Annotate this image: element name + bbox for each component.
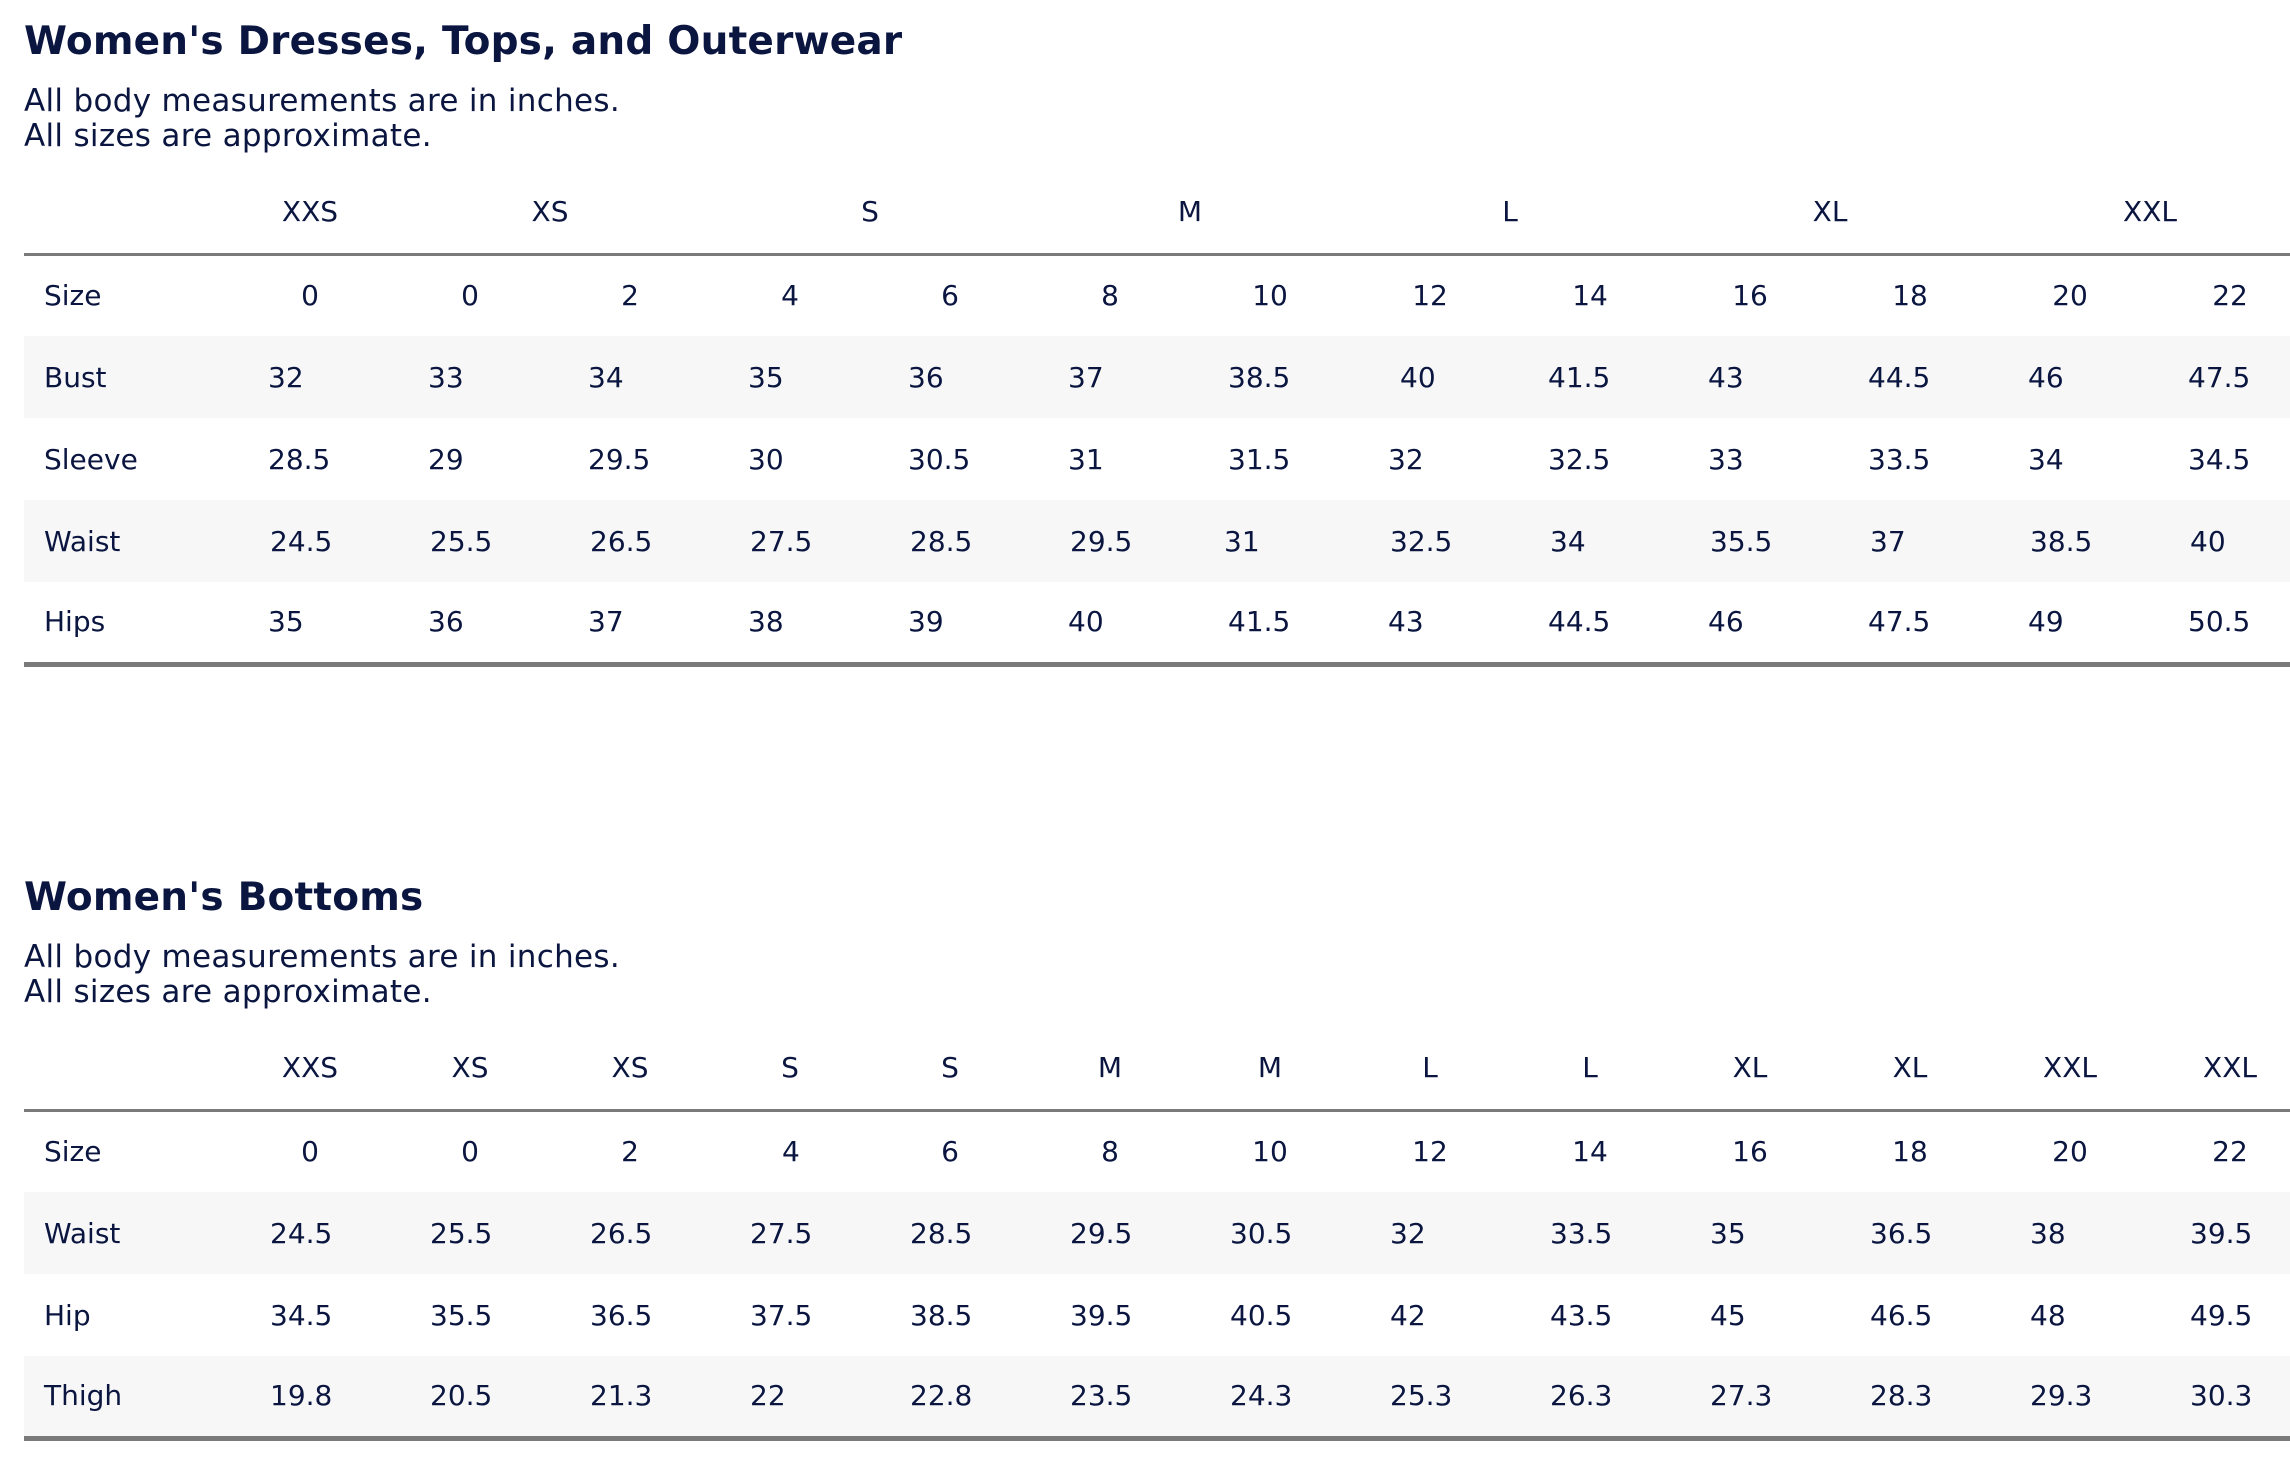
tops-size-group: XXL [1990, 170, 2290, 254]
table-cell: 16 [1732, 279, 1768, 313]
row-label: Bust [24, 336, 230, 418]
tops-size-table [24, 170, 2290, 667]
table-cell: 43 [1350, 582, 1510, 664]
table-cell: 28.5 [870, 500, 1030, 582]
tops-measurement-note [24, 84, 620, 154]
tops-size-group-row [24, 170, 2290, 254]
table-cell: 37.5 [750, 1298, 813, 1332]
table-cell: 38 [1990, 1192, 2150, 1274]
table-cell: 18 [1892, 279, 1928, 313]
table-cell: 50.5 [2150, 582, 2290, 664]
table-cell: 4 [782, 1135, 800, 1169]
table-cell: 26.5 [550, 500, 710, 582]
table-cell: 19.8 [230, 1356, 390, 1438]
table-cell: 16 [1732, 1135, 1768, 1169]
bottoms-size-label: S [870, 1026, 1030, 1110]
tops-hips-row [24, 582, 2290, 664]
table-cell: 32 [230, 336, 390, 418]
table-cell: 40.5 [1230, 1298, 1293, 1332]
table-cell: 34 [550, 336, 710, 418]
table-cell: 33 [1708, 442, 1744, 476]
table-cell: 6 [941, 279, 959, 313]
table-cell: 27.5 [710, 1192, 870, 1274]
table-cell: 34.5 [2188, 442, 2251, 476]
table-cell: 32 [1388, 442, 1424, 476]
table-cell: 37 [1030, 336, 1190, 418]
tops-size-group: M [1030, 170, 1350, 254]
table-cell: 4 [781, 279, 799, 313]
bottoms-note-approx: All sizes are approximate. [24, 974, 432, 1010]
bottoms-size-label: XS [390, 1026, 550, 1110]
table-cell: 44.5 [1510, 582, 1670, 664]
table-cell: 29.3 [1990, 1356, 2150, 1438]
table-cell: 20 [2052, 279, 2088, 313]
table-cell: 38.5 [1190, 336, 1350, 418]
bottoms-header-blank [24, 1026, 230, 1110]
table-cell: 40 [1350, 336, 1510, 418]
table-cell: 34 [1510, 500, 1670, 582]
table-cell: 18 [1892, 1135, 1928, 1169]
table-cell: 29.5 [1030, 1192, 1190, 1274]
row-label: Size [44, 279, 102, 313]
bottoms-size-label: XL [1670, 1026, 1830, 1110]
table-cell: 40 [1030, 582, 1190, 664]
row-label: Waist [24, 500, 230, 582]
table-cell: 20 [2052, 1135, 2088, 1169]
table-cell: 47.5 [2150, 336, 2290, 418]
table-cell: 0 [461, 279, 479, 313]
table-cell: 10 [1252, 279, 1288, 313]
table-cell: 43.5 [1550, 1298, 1613, 1332]
bottoms-size-label: M [1030, 1026, 1190, 1110]
bottoms-waist-row [24, 1192, 2290, 1274]
table-cell: 30.5 [1190, 1192, 1350, 1274]
table-cell: 45 [1710, 1298, 1746, 1332]
bottoms-size-row [24, 1110, 2290, 1192]
table-cell: 34.5 [270, 1298, 333, 1332]
bottoms-size-label: S [710, 1026, 870, 1110]
table-cell: 35 [1670, 1192, 1830, 1274]
table-cell: 26.5 [550, 1192, 710, 1274]
tops-section-title: Women's Dresses, Tops, and Outerwear [24, 19, 903, 64]
table-cell: 33 [390, 336, 550, 418]
table-cell: 14 [1572, 279, 1608, 313]
row-label: Waist [24, 1192, 230, 1274]
table-cell: 35.5 [1670, 500, 1830, 582]
table-cell: 28.3 [1830, 1356, 1990, 1438]
bottoms-size-label: XXS [230, 1026, 390, 1110]
tops-waist-row [24, 500, 2290, 582]
table-cell: 6 [941, 1135, 959, 1169]
table-cell: 41.5 [1510, 336, 1670, 418]
table-cell: 43 [1670, 336, 1830, 418]
table-cell: 24.3 [1190, 1356, 1350, 1438]
table-cell: 40 [2150, 500, 2290, 582]
row-label: Sleeve [44, 442, 138, 476]
table-cell: 22.8 [870, 1356, 1030, 1438]
table-cell: 0 [301, 279, 319, 313]
table-cell: 41.5 [1190, 582, 1350, 664]
table-cell: 36.5 [1830, 1192, 1990, 1274]
table-cell: 30 [748, 442, 784, 476]
table-cell: 35.5 [430, 1298, 493, 1332]
tops-note-units: All body measurements are in inches. [24, 83, 621, 119]
row-label: Hip [44, 1298, 91, 1332]
tops-header-blank [24, 170, 230, 254]
table-cell: 29.5 [1030, 500, 1190, 582]
table-cell: 31.5 [1228, 442, 1291, 476]
bottoms-size-label: L [1510, 1026, 1670, 1110]
table-cell: 38.5 [910, 1298, 973, 1332]
table-cell: 34 [2028, 442, 2064, 476]
table-cell: 37 [550, 582, 710, 664]
table-cell: 25.5 [390, 1192, 550, 1274]
table-cell: 26.3 [1510, 1356, 1670, 1438]
tops-note-approx: All sizes are approximate. [24, 118, 432, 154]
table-cell: 22 [2212, 279, 2248, 313]
table-cell: 22 [2212, 1135, 2248, 1169]
table-cell: 32 [1350, 1192, 1510, 1274]
bottoms-note-units: All body measurements are in inches. [24, 939, 621, 975]
table-cell: 47.5 [1830, 582, 1990, 664]
table-cell: 42 [1390, 1298, 1426, 1332]
table-cell: 25.5 [390, 500, 550, 582]
table-cell: 29 [428, 442, 464, 476]
table-cell: 30.3 [2150, 1356, 2290, 1438]
table-cell: 21.3 [550, 1356, 710, 1438]
bottoms-size-label: L [1350, 1026, 1510, 1110]
table-cell: 35 [710, 336, 870, 418]
table-cell: 39.5 [1070, 1298, 1133, 1332]
table-cell: 32.5 [1548, 442, 1611, 476]
table-cell: 22 [710, 1356, 870, 1438]
table-cell: 33.5 [1510, 1192, 1670, 1274]
table-cell: 49 [1990, 582, 2150, 664]
bottoms-size-label-row [24, 1026, 2290, 1110]
table-cell: 8 [1101, 1135, 1119, 1169]
row-label: Hips [24, 582, 230, 664]
table-cell: 24.5 [230, 1192, 390, 1274]
table-cell: 44.5 [1830, 336, 1990, 418]
table-cell: 31 [1190, 500, 1350, 582]
table-cell: 8 [1101, 279, 1119, 313]
tops-size-group: XXS [230, 170, 390, 254]
table-cell: 25.3 [1350, 1356, 1510, 1438]
table-cell: 23.5 [1030, 1356, 1190, 1438]
table-cell: 48 [2030, 1298, 2066, 1332]
tops-size-group: XS [390, 170, 710, 254]
table-cell: 31 [1068, 442, 1104, 476]
table-cell: 28.5 [870, 1192, 1030, 1274]
bottoms-size-label: M [1190, 1026, 1350, 1110]
table-cell: 36.5 [590, 1298, 653, 1332]
table-cell: 28.5 [268, 442, 331, 476]
table-cell: 38.5 [1990, 500, 2150, 582]
table-cell: 2 [621, 1135, 639, 1169]
table-cell: 32.5 [1350, 500, 1510, 582]
table-cell: 27.5 [710, 500, 870, 582]
tops-bust-row [24, 336, 2290, 418]
table-cell: 36 [870, 336, 1030, 418]
bottoms-size-label: XXL [2150, 1026, 2290, 1110]
table-cell: 46 [1670, 582, 1830, 664]
table-cell: 39.5 [2150, 1192, 2290, 1274]
bottoms-size-label: XL [1830, 1026, 1990, 1110]
table-cell: 0 [301, 1135, 319, 1169]
table-cell: 12 [1412, 279, 1448, 313]
table-cell: 46.5 [1870, 1298, 1933, 1332]
table-cell: 38 [710, 582, 870, 664]
bottoms-thigh-row [24, 1356, 2290, 1438]
bottoms-size-label: XS [550, 1026, 710, 1110]
table-cell: 29.5 [588, 442, 651, 476]
bottoms-hip-row [24, 1274, 2290, 1356]
tops-size-group: S [710, 170, 1030, 254]
table-cell: 46 [1990, 336, 2150, 418]
bottoms-size-label: XXL [1990, 1026, 2150, 1110]
table-cell: 24.5 [230, 500, 390, 582]
row-label: Size [44, 1135, 102, 1169]
table-cell: 35 [230, 582, 390, 664]
table-cell: 12 [1412, 1135, 1448, 1169]
table-cell: 20.5 [390, 1356, 550, 1438]
bottoms-size-table [24, 1026, 2290, 1441]
table-cell: 14 [1572, 1135, 1608, 1169]
table-cell: 33.5 [1868, 442, 1931, 476]
table-cell: 0 [461, 1135, 479, 1169]
tops-sleeve-row [24, 418, 2290, 500]
table-cell: 36 [390, 582, 550, 664]
tops-size-group: XL [1670, 170, 1990, 254]
tops-size-group: L [1350, 170, 1670, 254]
table-cell: 30.5 [908, 442, 971, 476]
table-cell: 37 [1830, 500, 1990, 582]
bottoms-section-title: Women's Bottoms [24, 875, 424, 920]
bottoms-measurement-note [24, 940, 620, 1010]
table-cell: 39 [870, 582, 1030, 664]
table-cell: 49.5 [2190, 1298, 2253, 1332]
table-cell: 2 [621, 279, 639, 313]
tops-size-row [24, 254, 2290, 336]
row-label: Thigh [24, 1356, 230, 1438]
table-cell: 10 [1252, 1135, 1288, 1169]
table-cell: 27.3 [1670, 1356, 1830, 1438]
